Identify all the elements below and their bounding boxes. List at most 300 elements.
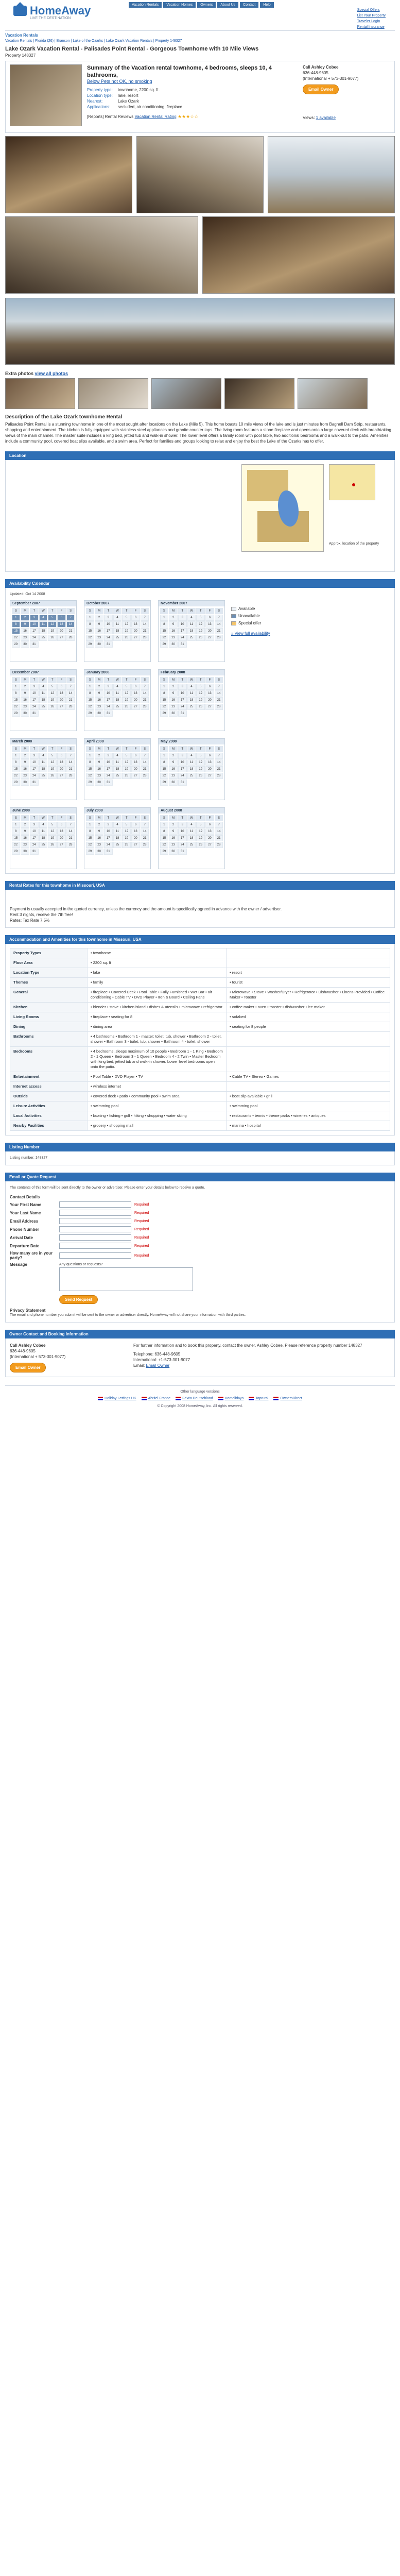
calendar-day[interactable]: 18 bbox=[39, 835, 48, 841]
calendar-day[interactable]: 16 bbox=[169, 766, 178, 772]
calendar-day[interactable]: 6 bbox=[57, 684, 66, 690]
calendar-day[interactable]: 20 bbox=[131, 835, 140, 841]
calendar-day[interactable]: 31 bbox=[104, 641, 113, 648]
calendar-day[interactable]: 19 bbox=[196, 697, 205, 703]
language-link[interactable]: Holiday Lettings UK bbox=[98, 1397, 136, 1400]
calendar-day[interactable]: 15 bbox=[12, 628, 21, 634]
calendar-day[interactable]: 6 bbox=[57, 615, 66, 621]
calendar-day[interactable]: 24 bbox=[178, 773, 187, 779]
calendar-day[interactable]: 9 bbox=[21, 759, 29, 766]
calendar-day[interactable]: 8 bbox=[86, 759, 95, 766]
property-photo[interactable] bbox=[268, 136, 395, 213]
calendar-day[interactable]: 3 bbox=[30, 684, 39, 690]
calendar-day[interactable]: 21 bbox=[141, 628, 149, 634]
calendar-day[interactable]: 3 bbox=[104, 615, 113, 621]
calendar-day[interactable]: 24 bbox=[30, 773, 39, 779]
calendar-day[interactable]: 27 bbox=[205, 635, 214, 641]
calendar-day[interactable]: 27 bbox=[57, 773, 66, 779]
calendar-day[interactable]: 2 bbox=[21, 684, 29, 690]
calendar-day[interactable]: 5 bbox=[196, 684, 205, 690]
calendar-day[interactable]: 31 bbox=[104, 849, 113, 855]
calendar-day[interactable]: 30 bbox=[95, 710, 103, 717]
calendar-day[interactable]: 10 bbox=[178, 828, 187, 835]
calendar-day[interactable]: 21 bbox=[66, 628, 75, 634]
calendar-day[interactable]: 23 bbox=[169, 704, 178, 710]
calendar-day[interactable]: 25 bbox=[113, 773, 122, 779]
calendar-day[interactable]: 25 bbox=[113, 635, 122, 641]
calendar-day[interactable]: 28 bbox=[66, 635, 75, 641]
calendar-day[interactable]: 3 bbox=[178, 684, 187, 690]
calendar-day[interactable]: 7 bbox=[141, 684, 149, 690]
calendar-day[interactable]: 17 bbox=[104, 766, 113, 772]
calendar-day[interactable]: 30 bbox=[95, 641, 103, 648]
calendar-day[interactable]: 16 bbox=[169, 628, 178, 634]
property-photo[interactable] bbox=[202, 216, 395, 294]
calendar-day[interactable]: 1 bbox=[86, 822, 95, 828]
calendar-day[interactable]: 9 bbox=[169, 621, 178, 628]
calendar-day[interactable]: 1 bbox=[160, 615, 169, 621]
calendar-day[interactable]: 26 bbox=[196, 842, 205, 848]
calendar-day[interactable]: 19 bbox=[122, 697, 131, 703]
calendar-day[interactable]: 17 bbox=[30, 697, 39, 703]
calendar-day[interactable]: 9 bbox=[169, 828, 178, 835]
calendar-day[interactable]: 9 bbox=[95, 690, 103, 697]
calendar-day[interactable]: 12 bbox=[122, 759, 131, 766]
calendar-day[interactable]: 10 bbox=[30, 621, 39, 628]
calendar-day[interactable]: 13 bbox=[205, 759, 214, 766]
calendar-day[interactable]: 3 bbox=[30, 753, 39, 759]
calendar-day[interactable]: 12 bbox=[196, 690, 205, 697]
calendar-day[interactable]: 18 bbox=[113, 835, 122, 841]
calendar-day[interactable]: 24 bbox=[178, 704, 187, 710]
calendar-day[interactable]: 27 bbox=[205, 842, 214, 848]
language-link[interactable]: OwnersDirect bbox=[273, 1397, 302, 1400]
contact-email-button[interactable]: Email Owner bbox=[10, 1363, 46, 1372]
calendar-day[interactable]: 19 bbox=[122, 766, 131, 772]
calendar-day[interactable]: 29 bbox=[160, 710, 169, 717]
calendar-day[interactable]: 11 bbox=[187, 828, 196, 835]
calendar-day[interactable]: 23 bbox=[95, 773, 103, 779]
calendar-day[interactable]: 28 bbox=[141, 773, 149, 779]
calendar-day[interactable]: 28 bbox=[141, 842, 149, 848]
calendar-day[interactable]: 22 bbox=[12, 704, 21, 710]
calendar-day[interactable]: 2 bbox=[169, 753, 178, 759]
calendar-day[interactable]: 15 bbox=[86, 628, 95, 634]
calendar-day[interactable]: 26 bbox=[122, 704, 131, 710]
calendar-day[interactable]: 3 bbox=[104, 753, 113, 759]
calendar-day[interactable]: 18 bbox=[113, 697, 122, 703]
calendar-day[interactable]: 4 bbox=[187, 684, 196, 690]
calendar-day[interactable]: 8 bbox=[160, 759, 169, 766]
calendar-day[interactable]: 8 bbox=[86, 621, 95, 628]
calendar-day[interactable]: 25 bbox=[187, 635, 196, 641]
homeaway-logo[interactable] bbox=[13, 4, 91, 18]
language-link[interactable]: Homelidays bbox=[218, 1397, 244, 1400]
calendar-day[interactable]: 13 bbox=[131, 621, 140, 628]
calendar-day[interactable]: 26 bbox=[122, 635, 131, 641]
form-input[interactable] bbox=[59, 1234, 131, 1241]
calendar-day[interactable]: 31 bbox=[30, 710, 39, 717]
calendar-day[interactable]: 3 bbox=[104, 684, 113, 690]
calendar-day[interactable]: 31 bbox=[178, 779, 187, 786]
calendar-day[interactable]: 15 bbox=[160, 766, 169, 772]
calendar-day[interactable]: 13 bbox=[205, 690, 214, 697]
calendar-day[interactable]: 11 bbox=[39, 828, 48, 835]
calendar-day[interactable]: 27 bbox=[205, 704, 214, 710]
calendar-day[interactable]: 10 bbox=[178, 759, 187, 766]
calendar-day[interactable]: 7 bbox=[66, 684, 75, 690]
calendar-day[interactable]: 13 bbox=[205, 621, 214, 628]
calendar-day[interactable]: 31 bbox=[30, 849, 39, 855]
calendar-day[interactable]: 19 bbox=[196, 628, 205, 634]
calendar-day[interactable]: 13 bbox=[205, 828, 214, 835]
calendar-day[interactable]: 13 bbox=[57, 759, 66, 766]
calendar-day[interactable]: 17 bbox=[104, 697, 113, 703]
calendar-day[interactable]: 2 bbox=[95, 753, 103, 759]
property-photo[interactable] bbox=[5, 136, 132, 213]
calendar-day[interactable]: 14 bbox=[215, 690, 223, 697]
calendar-day[interactable]: 1 bbox=[12, 822, 21, 828]
nav-item[interactable]: Vacation Rentals bbox=[129, 2, 162, 8]
calendar-day[interactable]: 14 bbox=[66, 759, 75, 766]
calendar-day[interactable]: 24 bbox=[178, 842, 187, 848]
calendar-day[interactable]: 14 bbox=[215, 759, 223, 766]
calendar-day[interactable]: 26 bbox=[196, 704, 205, 710]
calendar-day[interactable]: 19 bbox=[196, 835, 205, 841]
calendar-day[interactable]: 27 bbox=[57, 704, 66, 710]
calendar-day[interactable]: 1 bbox=[12, 615, 21, 621]
calendar-day[interactable]: 23 bbox=[169, 842, 178, 848]
calendar-day[interactable]: 16 bbox=[95, 835, 103, 841]
form-input[interactable] bbox=[59, 1226, 131, 1232]
calendar-day[interactable]: 22 bbox=[12, 773, 21, 779]
special-offers-link[interactable]: Special Offers bbox=[357, 8, 380, 12]
calendar-day[interactable]: 5 bbox=[122, 753, 131, 759]
thumbnail[interactable] bbox=[5, 378, 75, 409]
calendar-day[interactable]: 18 bbox=[39, 628, 48, 634]
calendar-day[interactable]: 7 bbox=[141, 822, 149, 828]
calendar-day[interactable]: 26 bbox=[122, 842, 131, 848]
calendar-day[interactable]: 28 bbox=[215, 773, 223, 779]
form-input[interactable] bbox=[59, 1201, 131, 1208]
reviews-link[interactable]: Vacation Rental Rating bbox=[134, 114, 177, 119]
calendar-day[interactable]: 18 bbox=[187, 835, 196, 841]
calendar-day[interactable]: 31 bbox=[178, 641, 187, 648]
calendar-day[interactable]: 25 bbox=[39, 842, 48, 848]
calendar-day[interactable]: 13 bbox=[57, 621, 66, 628]
calendar-day[interactable]: 10 bbox=[104, 621, 113, 628]
calendar-day[interactable]: 9 bbox=[21, 690, 29, 697]
calendar-day[interactable]: 6 bbox=[57, 822, 66, 828]
calendar-day[interactable]: 6 bbox=[205, 684, 214, 690]
form-input[interactable] bbox=[59, 1252, 131, 1259]
calendar-day[interactable]: 8 bbox=[12, 759, 21, 766]
calendar-day[interactable]: 13 bbox=[131, 759, 140, 766]
calendar-day[interactable]: 22 bbox=[12, 842, 21, 848]
calendar-day[interactable]: 10 bbox=[104, 690, 113, 697]
calendar-day[interactable]: 6 bbox=[131, 684, 140, 690]
calendar-day[interactable]: 14 bbox=[141, 759, 149, 766]
calendar-day[interactable]: 18 bbox=[113, 766, 122, 772]
calendar-day[interactable]: 13 bbox=[131, 828, 140, 835]
breadcrumb[interactable]: Vacation Rentals | Florida (26) | Branson | Lake of the Ozarks | Lake Ozark Vacation Rentals | Property 148327 bbox=[5, 39, 182, 43]
calendar-day[interactable]: 11 bbox=[113, 621, 122, 628]
calendar-day[interactable]: 14 bbox=[141, 621, 149, 628]
calendar-day[interactable]: 14 bbox=[215, 828, 223, 835]
calendar-day[interactable]: 16 bbox=[169, 697, 178, 703]
calendar-day[interactable]: 19 bbox=[48, 766, 57, 772]
calendar-day[interactable]: 10 bbox=[30, 828, 39, 835]
calendar-day[interactable]: 3 bbox=[178, 615, 187, 621]
calendar-day[interactable]: 5 bbox=[48, 753, 57, 759]
calendar-day[interactable]: 20 bbox=[57, 628, 66, 634]
calendar-day[interactable]: 11 bbox=[187, 759, 196, 766]
calendar-day[interactable]: 30 bbox=[95, 849, 103, 855]
calendar-day[interactable]: 4 bbox=[187, 615, 196, 621]
calendar-day[interactable]: 30 bbox=[21, 779, 29, 786]
calendar-day[interactable]: 27 bbox=[131, 635, 140, 641]
calendar-day[interactable]: 16 bbox=[95, 628, 103, 634]
calendar-day[interactable]: 7 bbox=[215, 684, 223, 690]
calendar-day[interactable]: 23 bbox=[21, 842, 29, 848]
calendar-day[interactable]: 31 bbox=[104, 710, 113, 717]
calendar-day[interactable]: 1 bbox=[86, 684, 95, 690]
calendar-day[interactable]: 22 bbox=[86, 842, 95, 848]
calendar-day[interactable]: 29 bbox=[12, 641, 21, 648]
calendar-day[interactable]: 24 bbox=[104, 773, 113, 779]
calendar-day[interactable]: 5 bbox=[122, 615, 131, 621]
calendar-day[interactable]: 31 bbox=[30, 779, 39, 786]
calendar-day[interactable]: 15 bbox=[12, 697, 21, 703]
calendar-day[interactable]: 26 bbox=[48, 842, 57, 848]
calendar-day[interactable]: 19 bbox=[48, 835, 57, 841]
calendar-day[interactable]: 5 bbox=[48, 615, 57, 621]
calendar-day[interactable]: 2 bbox=[169, 822, 178, 828]
thumbnail[interactable] bbox=[224, 378, 294, 409]
calendar-day[interactable]: 10 bbox=[178, 690, 187, 697]
calendar-day[interactable]: 4 bbox=[113, 753, 122, 759]
calendar-day[interactable]: 4 bbox=[113, 615, 122, 621]
calendar-day[interactable]: 28 bbox=[66, 773, 75, 779]
calendar-day[interactable]: 9 bbox=[169, 690, 178, 697]
language-link[interactable]: FeWo Deutschland bbox=[176, 1397, 213, 1400]
calendar-day[interactable]: 12 bbox=[48, 690, 57, 697]
calendar-day[interactable]: 20 bbox=[205, 628, 214, 634]
list-property-link[interactable]: List Your Property bbox=[357, 14, 386, 18]
calendar-day[interactable]: 27 bbox=[131, 704, 140, 710]
calendar-day[interactable]: 3 bbox=[104, 822, 113, 828]
calendar-day[interactable]: 19 bbox=[48, 697, 57, 703]
calendar-day[interactable]: 21 bbox=[66, 835, 75, 841]
nav-item[interactable]: About Us bbox=[217, 2, 238, 8]
calendar-day[interactable]: 24 bbox=[178, 635, 187, 641]
calendar-day[interactable]: 9 bbox=[21, 828, 29, 835]
calendar-day[interactable]: 1 bbox=[160, 822, 169, 828]
calendar-day[interactable]: 5 bbox=[196, 615, 205, 621]
calendar-day[interactable]: 12 bbox=[122, 621, 131, 628]
calendar-day[interactable]: 21 bbox=[66, 697, 75, 703]
calendar-day[interactable]: 21 bbox=[141, 766, 149, 772]
calendar-day[interactable]: 29 bbox=[12, 779, 21, 786]
calendar-day[interactable]: 28 bbox=[141, 704, 149, 710]
calendar-day[interactable]: 26 bbox=[48, 773, 57, 779]
form-input[interactable] bbox=[59, 1218, 131, 1224]
calendar-day[interactable]: 18 bbox=[187, 628, 196, 634]
calendar-day[interactable]: 5 bbox=[122, 822, 131, 828]
calendar-day[interactable]: 18 bbox=[39, 766, 48, 772]
calendar-day[interactable]: 12 bbox=[196, 828, 205, 835]
calendar-day[interactable]: 25 bbox=[187, 773, 196, 779]
calendar-day[interactable]: 3 bbox=[178, 822, 187, 828]
calendar-day[interactable]: 1 bbox=[160, 684, 169, 690]
property-photo-wide[interactable] bbox=[5, 298, 395, 365]
property-photo[interactable] bbox=[136, 136, 264, 213]
calendar-day[interactable]: 20 bbox=[131, 628, 140, 634]
calendar-day[interactable]: 5 bbox=[48, 684, 57, 690]
calendar-day[interactable]: 11 bbox=[187, 690, 196, 697]
calendar-day[interactable]: 8 bbox=[12, 690, 21, 697]
form-input[interactable] bbox=[59, 1243, 131, 1249]
calendar-day[interactable]: 1 bbox=[160, 753, 169, 759]
calendar-day[interactable]: 21 bbox=[215, 835, 223, 841]
calendar-day[interactable]: 6 bbox=[131, 753, 140, 759]
calendar-day[interactable]: 17 bbox=[178, 697, 187, 703]
calendar-day[interactable]: 14 bbox=[66, 828, 75, 835]
views-link[interactable]: 1 available bbox=[316, 115, 336, 120]
calendar-day[interactable]: 12 bbox=[196, 621, 205, 628]
calendar-day[interactable]: 23 bbox=[169, 635, 178, 641]
nav-item[interactable]: Vacation Homes bbox=[163, 2, 196, 8]
calendar-day[interactable]: 1 bbox=[12, 753, 21, 759]
calendar-day[interactable]: 7 bbox=[66, 822, 75, 828]
calendar-day[interactable]: 18 bbox=[39, 697, 48, 703]
nav-item[interactable]: Contact bbox=[240, 2, 258, 8]
calendar-day[interactable]: 3 bbox=[30, 615, 39, 621]
calendar-day[interactable]: 6 bbox=[205, 615, 214, 621]
calendar-day[interactable]: 13 bbox=[57, 828, 66, 835]
calendar-day[interactable]: 22 bbox=[12, 635, 21, 641]
calendar-day[interactable]: 29 bbox=[160, 641, 169, 648]
calendar-day[interactable]: 15 bbox=[160, 697, 169, 703]
calendar-day[interactable]: 8 bbox=[12, 621, 21, 628]
calendar-day[interactable]: 30 bbox=[21, 849, 29, 855]
calendar-day[interactable]: 15 bbox=[86, 835, 95, 841]
calendar-day[interactable]: 9 bbox=[169, 759, 178, 766]
calendar-day[interactable]: 15 bbox=[86, 766, 95, 772]
calendar-day[interactable]: 22 bbox=[86, 773, 95, 779]
calendar-day[interactable]: 27 bbox=[131, 842, 140, 848]
calendar-day[interactable]: 25 bbox=[39, 635, 48, 641]
calendar-day[interactable]: 28 bbox=[215, 704, 223, 710]
calendar-day[interactable]: 7 bbox=[215, 822, 223, 828]
calendar-day[interactable]: 12 bbox=[48, 828, 57, 835]
calendar-day[interactable]: 21 bbox=[215, 766, 223, 772]
calendar-day[interactable]: 9 bbox=[95, 759, 103, 766]
calendar-day[interactable]: 16 bbox=[95, 766, 103, 772]
calendar-day[interactable]: 31 bbox=[30, 641, 39, 648]
calendar-day[interactable]: 27 bbox=[57, 842, 66, 848]
calendar-day[interactable]: 1 bbox=[86, 615, 95, 621]
thumbnail[interactable] bbox=[298, 378, 368, 409]
calendar-day[interactable]: 28 bbox=[215, 842, 223, 848]
calendar-day[interactable]: 27 bbox=[131, 773, 140, 779]
calendar-day[interactable]: 6 bbox=[205, 753, 214, 759]
calendar-day[interactable]: 26 bbox=[48, 635, 57, 641]
traveler-login-link[interactable]: Traveler Login bbox=[357, 20, 380, 23]
calendar-day[interactable]: 28 bbox=[66, 842, 75, 848]
calendar-day[interactable]: 9 bbox=[95, 828, 103, 835]
calendar-day[interactable]: 30 bbox=[169, 849, 178, 855]
calendar-day[interactable]: 26 bbox=[196, 635, 205, 641]
calendar-day[interactable]: 5 bbox=[122, 684, 131, 690]
calendar-day[interactable]: 8 bbox=[160, 621, 169, 628]
calendar-day[interactable]: 7 bbox=[215, 753, 223, 759]
calendar-day[interactable]: 11 bbox=[39, 621, 48, 628]
calendar-day[interactable]: 12 bbox=[122, 690, 131, 697]
calendar-day[interactable]: 22 bbox=[160, 704, 169, 710]
calendar-day[interactable]: 10 bbox=[104, 759, 113, 766]
calendar-day[interactable]: 6 bbox=[57, 753, 66, 759]
calendar-day[interactable]: 26 bbox=[48, 704, 57, 710]
calendar-day[interactable]: 25 bbox=[187, 842, 196, 848]
calendar-day[interactable]: 18 bbox=[113, 628, 122, 634]
language-link[interactable]: Toprural bbox=[249, 1397, 268, 1400]
calendar-day[interactable]: 7 bbox=[66, 753, 75, 759]
calendar-day[interactable]: 15 bbox=[12, 766, 21, 772]
calendar-day[interactable]: 19 bbox=[122, 835, 131, 841]
calendar-day[interactable]: 22 bbox=[86, 635, 95, 641]
calendar-day[interactable]: 26 bbox=[196, 773, 205, 779]
calendar-day[interactable]: 25 bbox=[113, 842, 122, 848]
calendar-day[interactable]: 5 bbox=[196, 822, 205, 828]
calendar-day[interactable]: 28 bbox=[66, 704, 75, 710]
calendar-day[interactable]: 23 bbox=[21, 773, 29, 779]
view-availability-link[interactable]: » View full availability bbox=[231, 631, 270, 636]
calendar-day[interactable]: 7 bbox=[66, 615, 75, 621]
calendar-day[interactable]: 31 bbox=[178, 710, 187, 717]
calendar-day[interactable]: 2 bbox=[21, 753, 29, 759]
calendar-day[interactable]: 7 bbox=[215, 615, 223, 621]
calendar-day[interactable]: 23 bbox=[169, 773, 178, 779]
calendar-day[interactable]: 17 bbox=[30, 766, 39, 772]
calendar-day[interactable]: 20 bbox=[131, 766, 140, 772]
calendar-day[interactable]: 14 bbox=[141, 828, 149, 835]
calendar-day[interactable]: 3 bbox=[178, 753, 187, 759]
language-link[interactable]: Abritel France bbox=[142, 1397, 171, 1400]
calendar-day[interactable]: 30 bbox=[95, 779, 103, 786]
calendar-day[interactable]: 29 bbox=[86, 710, 95, 717]
calendar-day[interactable]: 25 bbox=[39, 773, 48, 779]
calendar-day[interactable]: 2 bbox=[169, 684, 178, 690]
calendar-day[interactable]: 23 bbox=[95, 704, 103, 710]
calendar-day[interactable]: 20 bbox=[205, 697, 214, 703]
calendar-day[interactable]: 31 bbox=[178, 849, 187, 855]
calendar-day[interactable]: 17 bbox=[104, 628, 113, 634]
calendar-day[interactable]: 21 bbox=[141, 835, 149, 841]
calendar-day[interactable]: 8 bbox=[86, 690, 95, 697]
calendar-day[interactable]: 16 bbox=[21, 835, 29, 841]
calendar-day[interactable]: 30 bbox=[21, 641, 29, 648]
send-request-button[interactable]: Send Request bbox=[59, 1295, 98, 1304]
calendar-day[interactable]: 26 bbox=[122, 773, 131, 779]
calendar-day[interactable]: 11 bbox=[113, 828, 122, 835]
nav-item[interactable]: Owners bbox=[197, 2, 216, 8]
calendar-day[interactable]: 15 bbox=[86, 697, 95, 703]
calendar-day[interactable]: 2 bbox=[21, 615, 29, 621]
calendar-day[interactable]: 8 bbox=[12, 828, 21, 835]
calendar-day[interactable]: 7 bbox=[141, 753, 149, 759]
calendar-day[interactable]: 4 bbox=[39, 684, 48, 690]
